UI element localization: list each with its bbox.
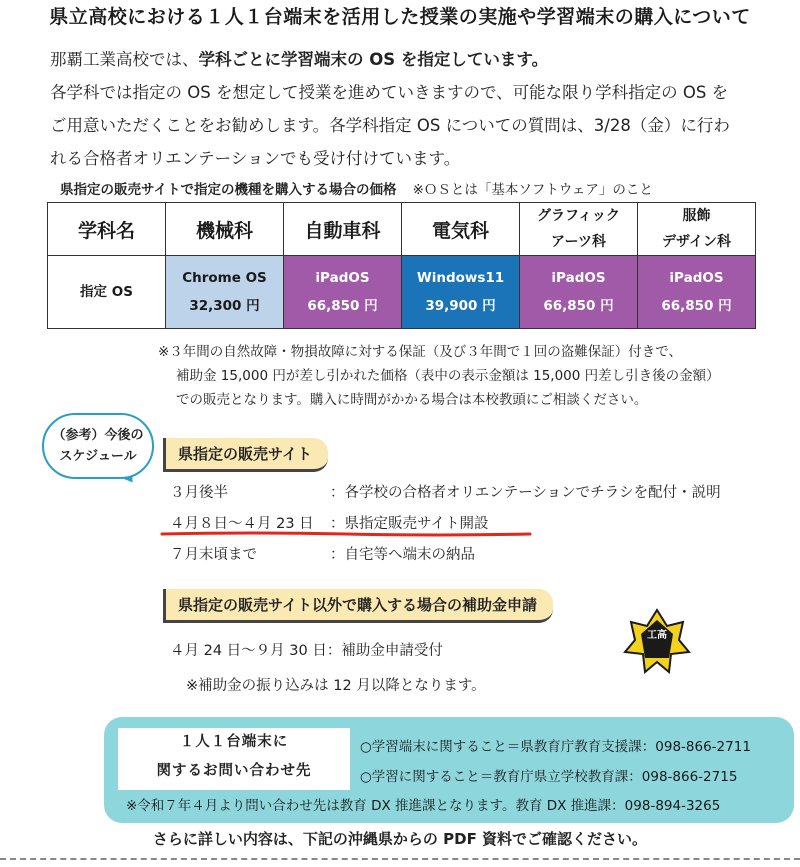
schedule-heading-official-site: 県指定の販売サイト: [163, 438, 328, 472]
warranty-line-2: 補助金 15,000 円が差し引かれた価格（表中の表示金額は 15,000 円差し引き後の金額）: [176, 368, 720, 384]
os-price: 39,900 円: [425, 298, 496, 314]
schedule-what: ：県指定販売サイト開設: [330, 516, 489, 532]
header-dept-graphic-arts: [520, 203, 638, 256]
price-heading: [60, 178, 653, 198]
row-label-os: 指定 OS: [48, 256, 166, 329]
os-price: 32,300 円: [189, 298, 260, 314]
schedule-what: ：各学校の合格者オリエンテーションでチラシを配付・説明: [330, 485, 721, 501]
page-title: 県立高校における１人１台端末を活用した授業の実施や学習端末の購入について: [49, 6, 751, 28]
subsidy-row: [170, 639, 443, 660]
cut-line: [0, 858, 800, 860]
schedule-row: [170, 481, 721, 502]
subsidy-when: ４月 24 日〜９月 30 日: [170, 643, 327, 659]
os-name: iPadOS: [669, 270, 724, 286]
os-name: iPadOS: [315, 270, 370, 286]
intro-line-1: [50, 46, 548, 70]
header-dept-mechanical: 機械科: [166, 203, 284, 256]
contact-label: [118, 728, 350, 790]
subsidy-note: ※補助金の振り込みは 12 月以降となります。: [186, 678, 486, 694]
os-name: Chrome OS: [182, 270, 267, 286]
contact-line-2: ○学習に関すること＝教育庁県立学校教育課：098-866-2715: [360, 769, 738, 785]
os-name: Windows11: [416, 270, 505, 286]
os-cell-fashion-design: [638, 256, 756, 329]
bubble-line-2: スケジュール: [59, 449, 137, 464]
intro-line-1-bold: 学科ごとに学習端末の OS を指定しています。: [198, 50, 549, 69]
fashion-design-line-2: デザイン科: [661, 234, 732, 250]
os-cell-electrical: [402, 256, 520, 329]
schedule-when: ３月後半: [170, 485, 228, 501]
intro-line-3: ご用意いただくことをお勧めします。各学科指定 OS についての質問は、3/28（金）に行わ: [50, 116, 730, 135]
graphic-arts-line-1: グラフィック: [537, 208, 620, 224]
intro-line-2: 各学科では指定の OS を想定して授業を進めていきますので、可能な限り学科指定の OS を: [50, 83, 729, 102]
os-price: 66,850 円: [661, 298, 732, 314]
intro-line-4: れる合格者オリエンテーションでも受け付けています。: [50, 149, 461, 168]
warranty-line-3: での販売となります。購入に時間がかかる場合は本校教頭にご相談ください。: [176, 392, 648, 408]
schedule-when: ７月末頃まで: [170, 547, 257, 563]
os-price: 66,850 円: [307, 298, 378, 314]
os-cell-automotive: [284, 256, 402, 329]
contact-line-1: ○学習端末に関すること＝県教育庁教育支援課：098-866-2711: [360, 739, 751, 755]
red-underline: [160, 531, 532, 537]
emblem-text: 工高: [647, 630, 667, 641]
header-dept-automotive: 自動車科: [284, 203, 402, 256]
header-dept-label: 学科名: [48, 203, 166, 256]
header-dept-electrical: 電気科: [402, 203, 520, 256]
os-cell-mechanical: [166, 256, 284, 329]
contact-label-line-2: 関するお問い合わせ先: [156, 763, 312, 779]
schedule-what: ：自宅等へ端末の納品: [330, 547, 475, 563]
intro-line-1-prefix: 那覇工業高校では、: [50, 50, 199, 69]
subsidy-what: ：補助金申請受付: [326, 643, 443, 659]
warranty-line-1: ※３年間の自然故障・物損故障に対する保証（及び３年間で１回の盗難保証）付きで、: [158, 344, 683, 360]
table-os-row: [48, 256, 756, 329]
os-price: 66,850 円: [543, 298, 614, 314]
schedule-heading-subsidy: 県指定の販売サイト以外で購入する場合の補助金申請: [163, 589, 553, 623]
price-heading-text: 県指定の販売サイトで指定の機種を購入する場合の価格: [60, 182, 397, 198]
schedule-row: [170, 512, 488, 533]
bubble-line-1: （参考）今後の: [52, 428, 144, 443]
footer-text: さらに詳しい内容は、下記の沖縄県からの PDF 資料でご確認ください。: [152, 830, 648, 848]
schedule-bubble: [42, 413, 154, 479]
schedule-row: [170, 543, 475, 564]
graphic-arts-line-2: アーツ科: [550, 234, 607, 250]
header-dept-fashion-design: [638, 203, 756, 256]
contact-label-line-1: １人１台端末に: [179, 734, 289, 750]
school-emblem-icon: [623, 608, 691, 676]
contact-line-3: ※令和７年４月より問い合わせ先は教育 DX 推進課となります。教育 DX 推進課：098-894-3265: [126, 798, 721, 814]
os-name: iPadOS: [551, 270, 606, 286]
table-header-row: [48, 203, 756, 256]
schedule-when: ４月８日〜４月 23 日: [170, 516, 314, 532]
os-price-table: [47, 202, 756, 329]
os-cell-graphic-arts: [520, 256, 638, 329]
fashion-design-line-1: 服飾: [682, 208, 711, 224]
os-note: ※ＯＳとは「基本ソフトウェア」のこと: [412, 182, 653, 198]
